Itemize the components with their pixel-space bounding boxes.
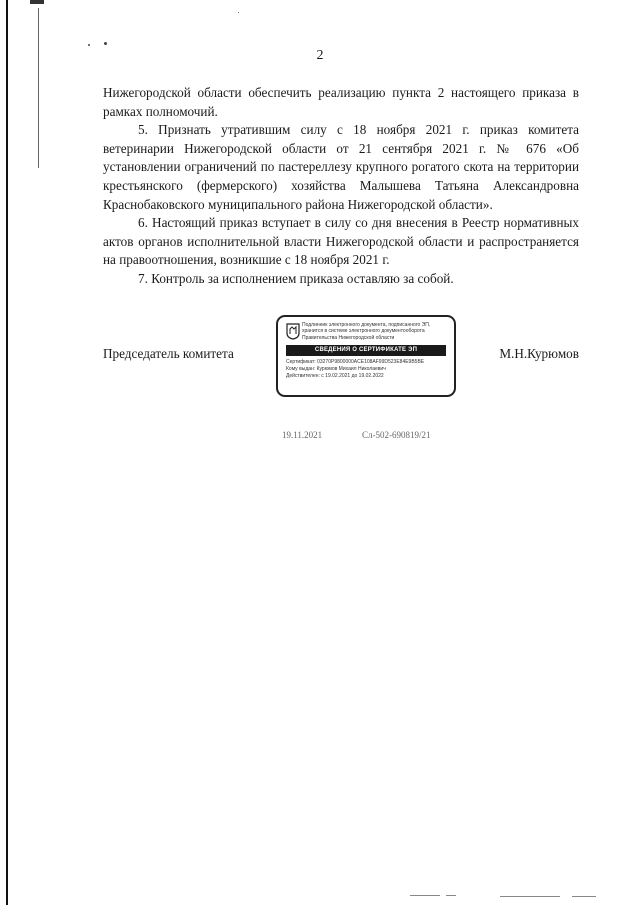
scan-edge-line-thin: [38, 8, 39, 168]
certificate-validity: с 19.02.2021 до 19.02.2022: [321, 373, 384, 379]
certificate-number: 03270P9800000ACE108AF99D523E84E9B5BE: [317, 359, 425, 365]
scan-speck: [88, 44, 90, 46]
page-number: 2: [316, 48, 324, 63]
paragraph-p-cont: Нижегородской области обеспечить реализацию пункта 2 настоящего приказа в рамках полномочий.: [103, 85, 579, 119]
certificate-owner: Курюмов Михаил Николаевич: [316, 366, 386, 372]
scan-artifact: [410, 895, 440, 896]
signer-title: Председатель комитета: [103, 346, 234, 361]
paragraph-p-7: 7. Контроль за исполнением приказа оставляю за собой.: [138, 270, 454, 286]
paragraph-p-5: 5. Признать утратившим силу с 18 ноября 2021 г. приказ комитета ветеринарии Нижегородской области от 21 сентября 2021 г. № 676 «Об установлении ограничений по пастереллезу крупного рогатого скота на территории крестьянского (фермерского) хозяйства Малышева Татьяна Александровна Краснобаковского муниципального района Нижегородской области».: [103, 122, 579, 212]
registration-date: 19.11.2021: [282, 430, 323, 440]
scan-speck: [238, 12, 239, 13]
stamp-details: Сертификат: 03270P9800000ACE108AF99D523E84E9B5BE Кому выдан: Курюмов Михаил Николаевич Действителен: с 19.02.2021 до 19.02.2022: [286, 359, 425, 379]
scan-artifact: [500, 896, 560, 897]
coat-of-arms-icon: [286, 323, 300, 340]
scan-artifact: [572, 896, 596, 897]
document-body: [103, 84, 579, 289]
stamp-banner: СВЕДЕНИЯ О СЕРТИФИКАТЕ ЭП: [286, 345, 446, 356]
stamp-header: Подлинник электронного документа, подписанного ЭП, хранится в системе электронного документооборота Правительства Нижегородской области: [302, 322, 431, 341]
scan-speck: [104, 42, 107, 45]
electronic-signature-stamp: [276, 315, 456, 397]
signature-block: [103, 315, 579, 401]
scan-edge-line: [6, 0, 8, 905]
paragraph-p-6: 6. Настоящий приказ вступает в силу со дня внесения в Реестр нормативных актов органов исполнительной власти Нижегородской области и распространяется на правоотношения, возникшие с 18 ноября 2021 г.: [103, 215, 579, 268]
signer-name: М.Н.Курюмов: [499, 346, 579, 361]
scan-artifact: [446, 895, 456, 896]
scan-corner-mark: [30, 0, 44, 4]
registration-code: Сл-502-690819/21: [362, 430, 431, 440]
